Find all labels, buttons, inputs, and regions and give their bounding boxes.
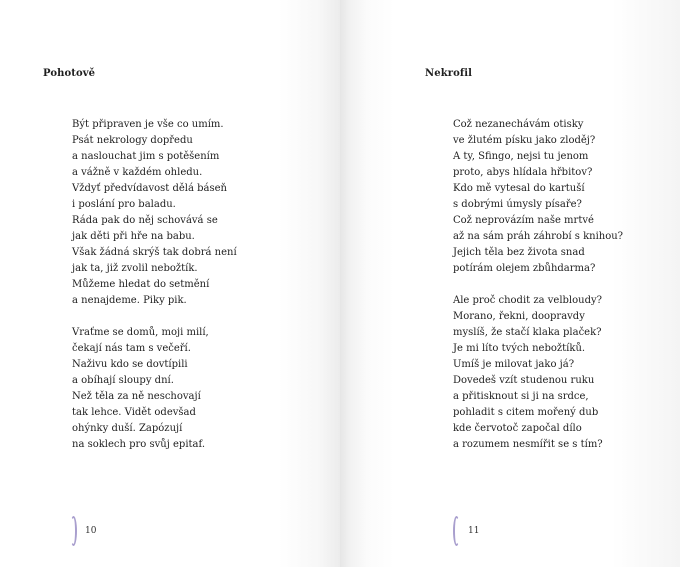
poem-line: myslíš, že stačí klaka plaček?	[453, 327, 602, 338]
page-number: 11	[468, 526, 480, 536]
page-folio	[453, 516, 479, 546]
page-folio	[70, 516, 96, 546]
poem-line: Ale proč chodit za velbloudy?	[453, 295, 603, 306]
poem-line: A ty, Sfingo, nejsi tu jenom	[453, 151, 589, 162]
poem-line: ve žlutém písku jako zloděj?	[453, 135, 596, 146]
page-number: 10	[85, 526, 97, 536]
poem-stanza-2	[72, 325, 209, 453]
poem-line: Je mi líto tvých nebožtíků.	[453, 343, 586, 354]
poem-line: Můžeme hledat do setmění	[72, 279, 210, 290]
right-page	[340, 0, 680, 567]
poem-line: Morano, řekni, doopravdy	[453, 311, 585, 322]
poem-line: Což neprovázím naše mrtvé	[453, 215, 594, 226]
poem-stanza-2	[453, 293, 603, 453]
poem-stanza-1	[453, 117, 623, 277]
poem-line: Než těla za ně neschovají	[72, 391, 201, 402]
poem-line: čekají nás tam s večeří.	[72, 343, 191, 354]
poem-line: a rozumem nesmířit se s tím?	[453, 439, 603, 450]
poem-line: kde červotoč započal dílo	[453, 423, 582, 434]
poem-line: Kdo mě vytesal do kartuší	[453, 183, 585, 194]
poem-line: Umíš je milovat jako já?	[453, 359, 575, 370]
poem-line: tak lehce. Vidět odevšad	[72, 407, 196, 418]
poem-line: Naživu kdo se dovtípili	[72, 359, 188, 370]
poem-line: Což nezanechávám otisky	[453, 119, 584, 130]
poem-line: i poslání pro baladu.	[72, 199, 176, 210]
poem-stanza-1	[72, 117, 237, 309]
poem-line: Však žádná skrýš tak dobrá není	[72, 247, 237, 258]
folio-bracket-icon	[453, 516, 460, 546]
poem-line: Dovedeš vzít studenou ruku	[453, 375, 595, 386]
poem-title: Pohotově	[43, 68, 96, 79]
poem-line: a nenajdeme. Piky pik.	[72, 295, 187, 306]
poem-line: potírám olejem zbůhdarma?	[453, 263, 596, 274]
poem-line: Vždyť předvídavost dělá báseň	[72, 183, 227, 194]
poem-line: Jejich těla bez života snad	[453, 247, 585, 258]
poem-line: Vraťme se domů, moji milí,	[72, 327, 209, 338]
folio-bracket-icon	[70, 516, 77, 546]
poem-line: jak ta, již zvolil nebožtík.	[72, 263, 198, 274]
poem-line: jak děti při hře na babu.	[72, 231, 195, 242]
poem-line: ohýnky duší. Zapózují	[72, 423, 183, 434]
poem-line: a vážně v každém ohledu.	[72, 167, 203, 178]
poem-line: na soklech pro svůj epitaf.	[72, 439, 206, 450]
poem-line: až na sám práh záhrobí s knihou?	[453, 231, 624, 242]
poem-line: Ráda pak do něj schovává se	[72, 215, 218, 226]
poem-line: a přitisknout si ji na srdce,	[453, 391, 589, 402]
poem-line: s dobrými úmysly písaře?	[453, 199, 582, 210]
poem-title: Nekrofil	[425, 68, 473, 79]
poem-line: proto, abys hlídala hřbitov?	[453, 167, 593, 178]
poem-line: Být připraven je vše co umím.	[72, 119, 224, 130]
poem-line: a naslouchat jim s potěšením	[72, 151, 220, 162]
poem-line: a obíhají sloupy dní.	[72, 375, 174, 386]
poem-line: Psát nekrology dopředu	[72, 135, 193, 146]
poem-line: pohladit s citem mořený dub	[453, 407, 599, 418]
